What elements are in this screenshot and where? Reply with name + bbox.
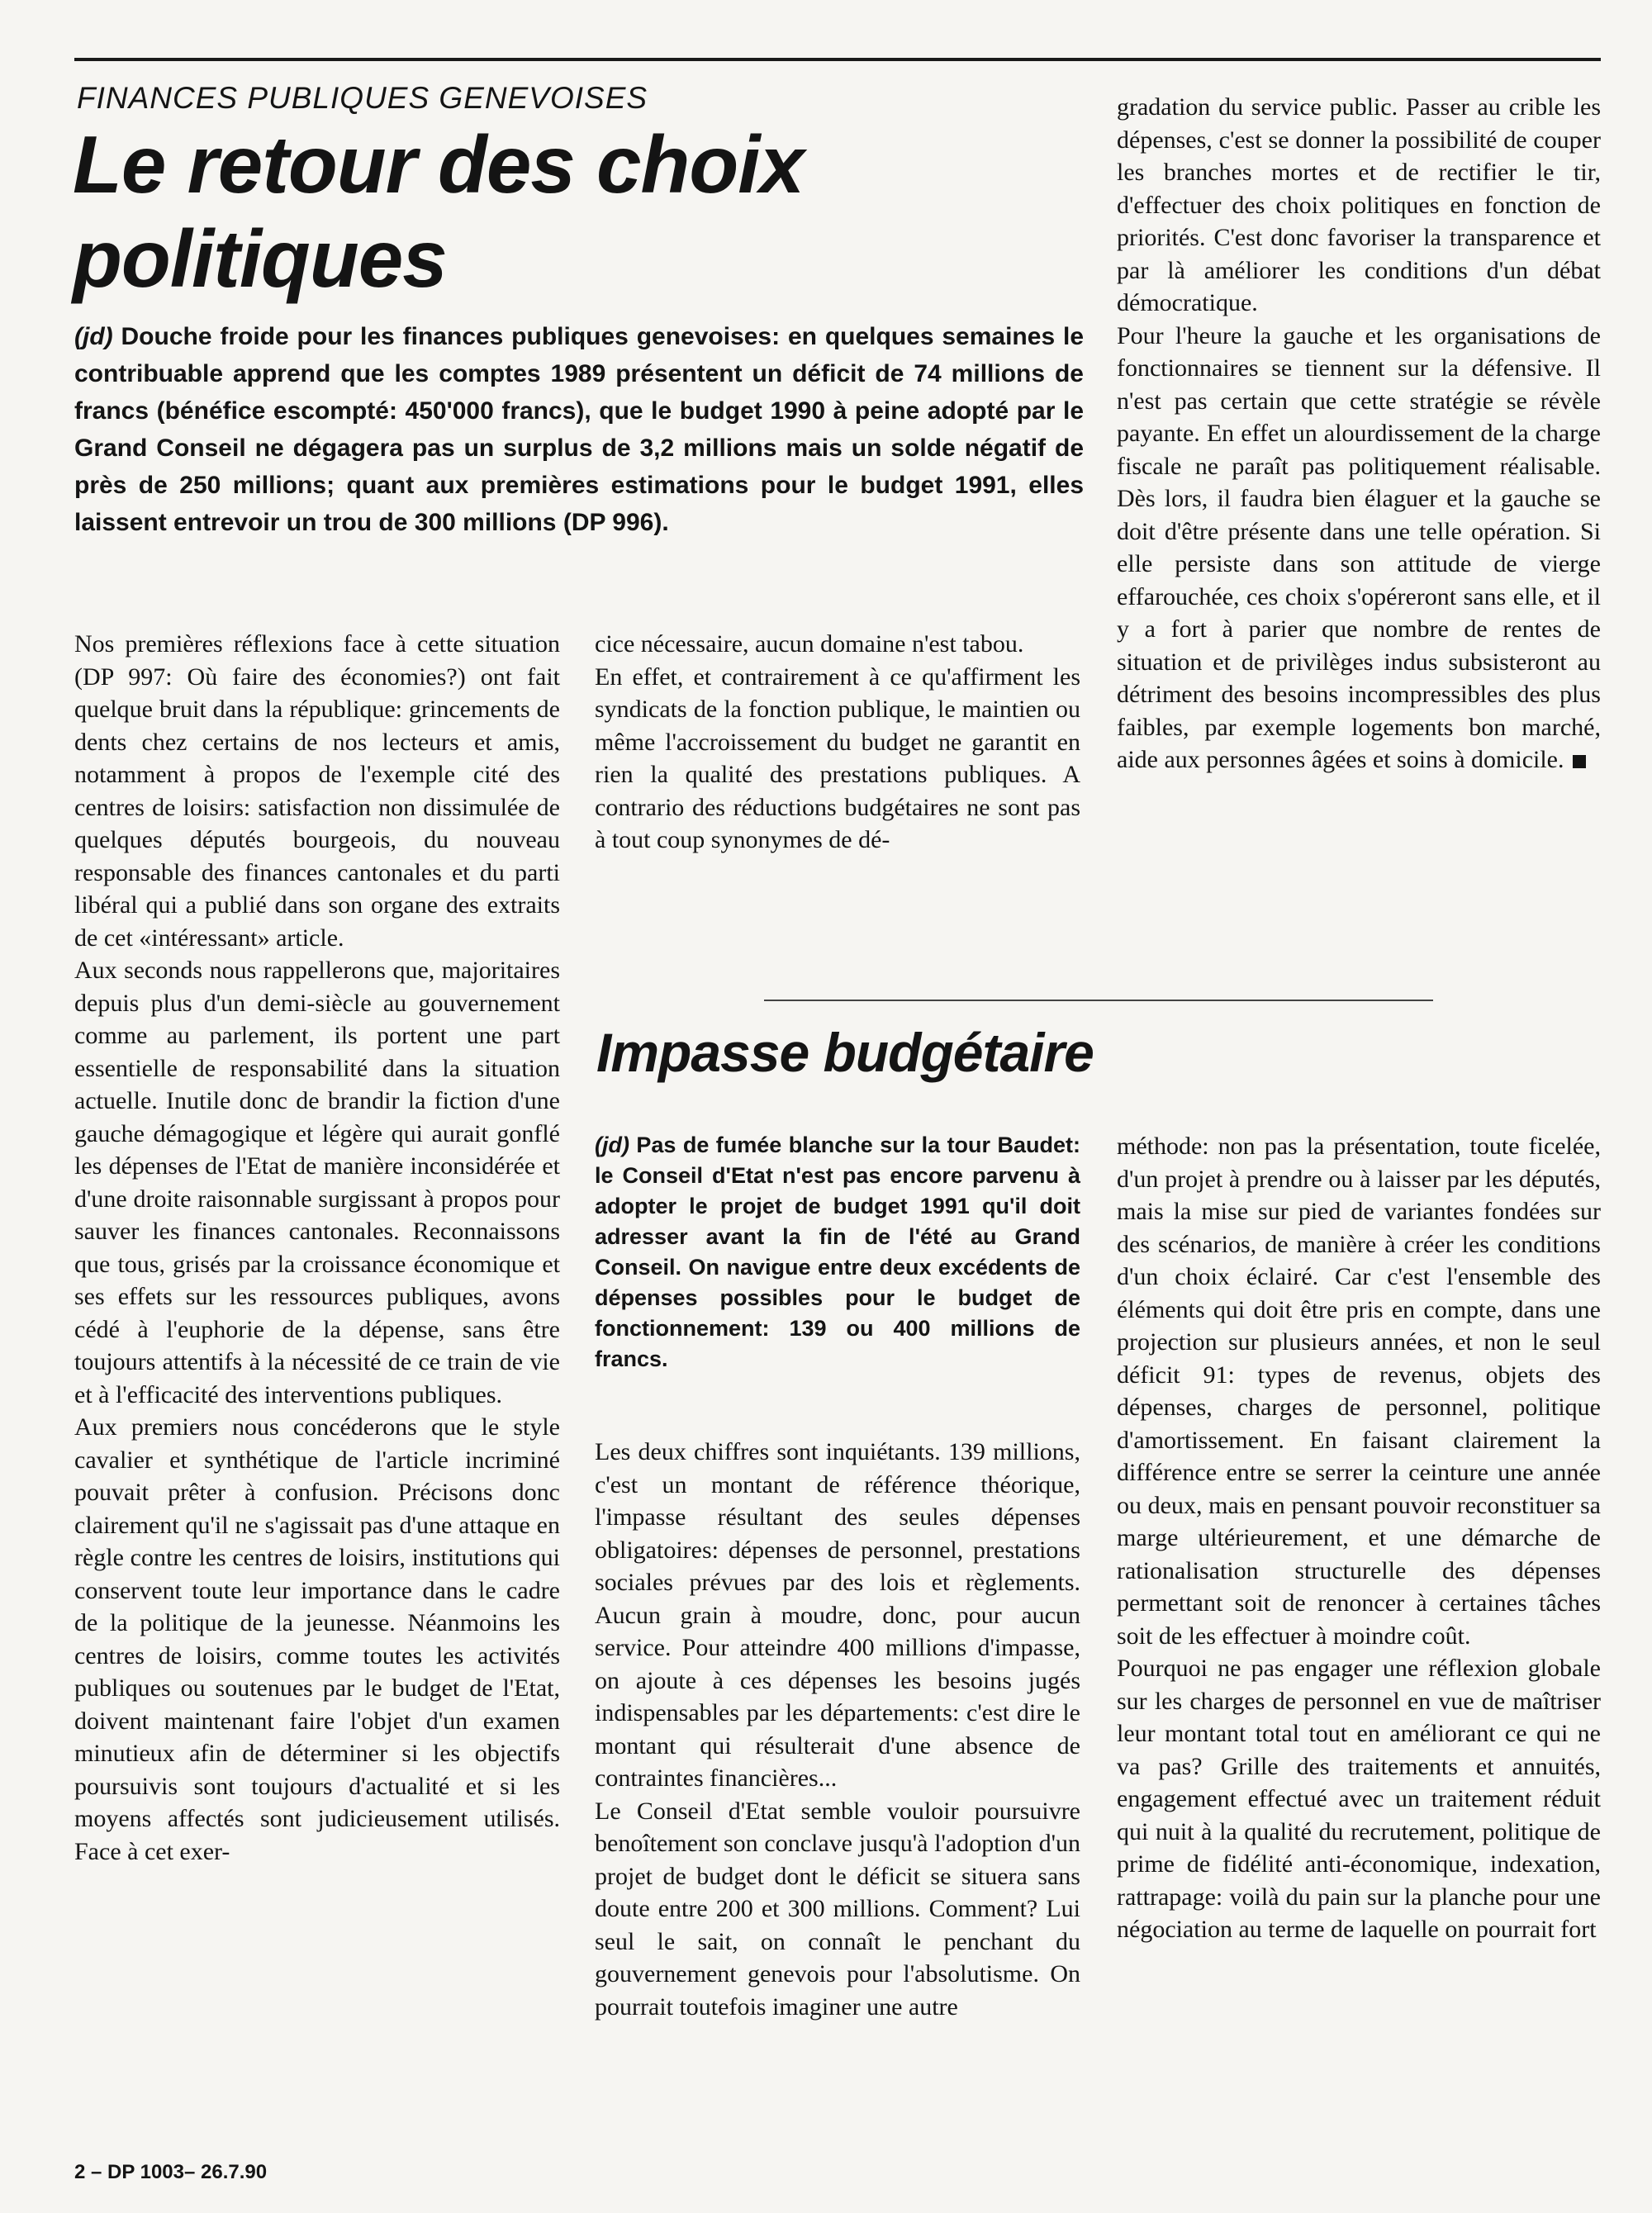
paragraph — [1117, 320, 1601, 776]
article1-column-2 — [595, 628, 1080, 954]
article1-column-1 — [74, 628, 560, 2111]
article1-headline: Le retour des choix politiques — [73, 119, 805, 304]
paragraph: En effet, et contrairement à ce qu'affirment les syndicats de la fonction publique, le maintien ou même l'accroissement du budget ne garantit en rien la qualité des prestations publiques. A contrario des réductions budgétaires ne sont pas à tout coup synonymes de dé- — [595, 662, 1080, 853]
article2-lead-tag: (jd) — [595, 1133, 629, 1157]
paragraph: cice nécessaire, aucun domaine n'est tabou. — [595, 630, 1024, 658]
article1-lead-tag: (jd) — [74, 323, 113, 350]
top-rule — [74, 58, 1601, 61]
paragraph: Nos premières réflexions face à cette situation (DP 997: Où faire des économies?) ont fait quelque bruit dans la république: grincements de dents chez certains de nos lecteurs et amis, notamment à propos de l'exemple cité des centres de loisirs: satisfaction non dissimulée de quelques députés bourgeois, du nouveau responsable des finances cantonales et du parti libéral qui a publié dans son organe des extraits de cet «intéressant» article. — [74, 630, 560, 952]
paragraph: méthode: non pas la présentation, toute ficelée, d'un projet à prendre ou à laisser par les députés, mais la mise sur pied de variantes fondées sur des scénarios, de manière à créer les conditions d'un choix éclairé. Car c'est l'ensemble des éléments qui doit être pris en compte, dans une projection sur plusieurs années, et non le seul déficit 91: types de revenus, objets des dépenses, charges de personnel, politique d'amortissement. En faisant clairement la différence entre se serrer la ceinture une année ou deux, mais en pensant pouvoir reconstituer sa marge ultérieurement, et une démarche de rationalisation structurelle des dépenses permettant soit de renoncer à certaines tâches soit de les effectuer à moindre coût. — [1117, 1133, 1601, 1650]
article2-column-1 — [595, 1436, 1080, 2113]
article2-headline: Impasse budgétaire — [596, 1022, 1094, 1083]
section-divider — [764, 1000, 1433, 1001]
article2-column-2 — [1117, 1130, 1601, 2113]
paragraph: Pourquoi ne pas engager une réflexion globale sur les charges de personnel en vue de maîtriser leur montant total tout en améliorant ce qui ne va pas? Grille des traitements et annuités, engagement effectué avec un traitement réduit qui nuit à la qualité du recrutement, politique de prime de fidélité anti-économique, indexation, rattrapage: voilà du pain sur la planche pour une négociation au terme de laquelle on pourrait fort — [1117, 1655, 1601, 1943]
paragraph: Aux seconds nous rappellerons que, majoritaires depuis plus d'un demi-siècle au gouvernement comme au parlement, ils portent une part essentielle de responsabilité dans la situation actuelle. Inutile donc de brandir la fiction d'une gauche démagogique et légère qui aurait gonflé les dépenses de l'Etat de manière inconsidérée et d'une droite raisonnable surgissant à propos pour sauver les finances cantonales. Reconnaissons que tous, grisés par la croissance économique et ses effets sur les ressources publiques, avons cédé à l'euphorie de la dépense, sans être toujours attentifs à la nécessité de ce train de vie et à l'efficacité des interventions publiques. — [74, 957, 560, 1408]
paragraph: Les deux chiffres sont inquiétants. 139 millions, c'est un montant de référence théorique, l'impasse résultant des seules dépenses obligatoires: dépenses de personnel, prestations sociales prévues par des lois et règlements. Aucun grain à moudre, donc, pour aucun service. Pour atteindre 400 millions d'impasse, on ajoute à ces dépenses les besoins jugés indispensables par les départements: c'est dire le montant qui résulterait d'une absence de contraintes financières... — [595, 1438, 1080, 1792]
article1-lead-text: Douche froide pour les finances publiques genevoises: en quelques semaines le contribuable apprend que les comptes 1989 présentent un déficit de 74 millions de francs (bénéfice escompté: 450'000 francs), que le budget 1990 à peine adopté par le Grand Conseil ne dégagera pas un surplus de 3,2 millions mais un solde négatif de près de 250 millions; quant aux premières estimations pour le budget 1991, elles laissent entrevoir un trou de 300 millions (DP 996). — [74, 323, 1084, 536]
article1-kicker: FINANCES PUBLIQUES GENEVOISES — [77, 81, 648, 115]
paragraph: gradation du service public. Passer au crible les dépenses, c'est se donner la possibilité de couper les branches mortes et de rectifier le tir, d'effectuer des choix politiques en fonction de priorités. C'est donc favoriser la transparence et par là améliorer les conditions d'un débat démocratique. — [1117, 93, 1601, 316]
article1-column-3 — [1117, 91, 1601, 929]
end-of-article-icon — [1573, 755, 1586, 768]
article1-lead — [74, 318, 1084, 541]
paragraph: Aux premiers nous concéderons que le style cavalier et synthétique de l'article incriminé pouvait prêter à confusion. Précisons donc clairement qu'il ne s'agissait pas d'une attaque en règle contre les centres de loisirs, institutions qui conservent toute leur importance dans le cadre de la politique de la jeunesse. Néanmoins les centres de loisirs, comme toutes les activités publiques ou soutenues par le budget de l'Etat, doivent maintenant faire l'objet d'un examen minutieux afin de déterminer si les objectifs poursuivis sont toujours d'actualité et si les moyens affectés sont judicieusement utilisés. Face à cet exer- — [74, 1413, 560, 1865]
paragraph-text: Pour l'heure la gauche et les organisations de fonctionnaires se tiennent sur la défensive. Il n'est pas certain que cette stratégie se révèle payante. En effet un alourdissement de la charge fiscale ne paraît pas politiquement réalisable. Dès lors, il faudra bien élaguer et la gauche se doit d'être présente dans une telle opération. Si elle persiste dans son attitude de vierge effarouchée, ces choix s'opéreront sans elle, et il y a fort à parier que nombre de rentes de situation et de privilèges indus subsisteront au détriment des besoins incompressibles des plus faibles, par exemple logements bon marché, aide aux personnes âgées et soins à domicile. — [1117, 321, 1601, 773]
article2-lead-text: Pas de fumée blanche sur la tour Baudet: le Conseil d'Etat n'est pas encore parvenu à adopter le projet de budget 1991 qu'il doit adresser avant la fin de l'été au Grand Conseil. On navigue entre deux excédents de dépenses possibles pour le budget de fonctionnement: 139 ou 400 millions de francs. — [595, 1133, 1080, 1371]
page-footer: 2 – DP 1003– 26.7.90 — [74, 2161, 268, 2183]
paragraph: Le Conseil d'Etat semble vouloir poursuivre benoîtement son conclave jusqu'à l'adoption d'un projet de budget dont le déficit se situera sans doute entre 200 et 300 millions. Comment? Lui seul le sait, on connaît le penchant du gouvernement genevois pour l'absolutisme. On pourrait toutefois imaginer une autre — [595, 1797, 1080, 2021]
article2-lead — [595, 1130, 1080, 1375]
